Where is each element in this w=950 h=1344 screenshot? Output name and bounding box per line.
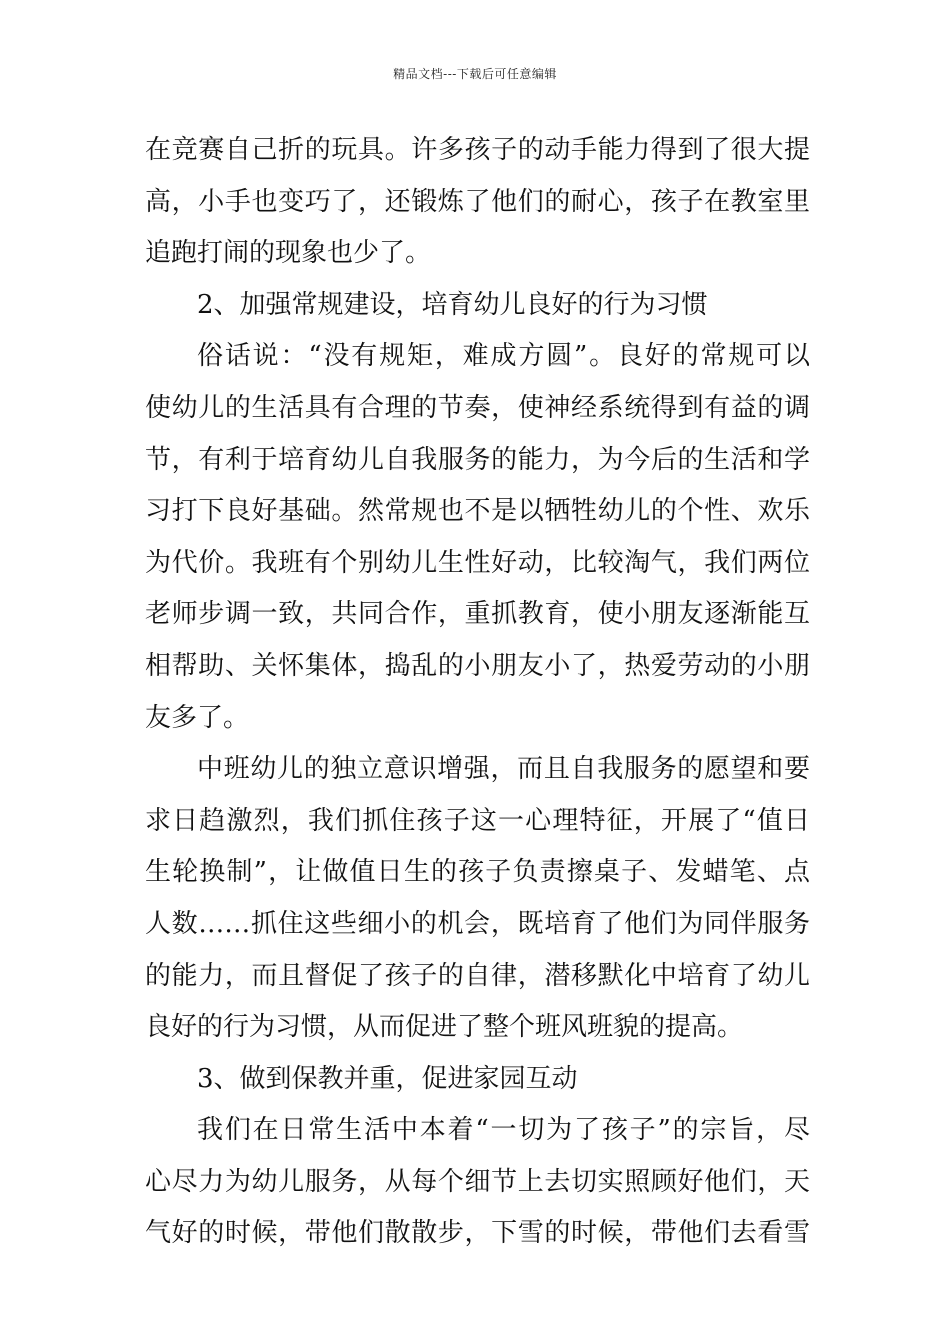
- text-line: 老师步调一致，共同合作，重抓教育，使小朋友逐渐能互: [145, 599, 810, 630]
- text-line: 高，小手也变巧了，还锻炼了他们的耐心，孩子在教室里: [145, 186, 810, 217]
- text-line: 良好的行为习惯，从而促进了整个班风班貌的提高。: [145, 1012, 744, 1043]
- text-line: 俗话说：“没有规矩，难成方圆”。良好的常规可以: [197, 341, 810, 372]
- text-line: 生轮换制”，让做值日生的孩子负责擦桌子、发蜡笔、点: [145, 857, 810, 888]
- text-line: 相帮助、关怀集体，捣乱的小朋友小了，热爱劳动的小朋: [145, 650, 810, 681]
- text-line: 友多了。: [145, 702, 250, 733]
- text-line: 我们在日常生活中本着“一切为了孩子”的宗旨，尽: [197, 1115, 810, 1146]
- text-line: 心尽力为幼儿服务，从每个细节上去切实照顾好他们，天: [145, 1166, 810, 1197]
- text-line: 为代价。我班有个别幼儿生性好动，比较淘气，我们两位: [145, 547, 810, 578]
- section-heading: 3、做到保教并重，促进家园互动: [197, 1063, 578, 1094]
- text-line: 人数……抓住这些细小的机会，既培育了他们为同伴服务: [145, 908, 810, 939]
- text-line: 求日趋激烈，我们抓住孩子这一心理特征，开展了“值日: [145, 805, 810, 836]
- section-heading: 2、加强常规建设，培育幼儿良好的行为习惯: [197, 289, 708, 320]
- text-line: 节，有利于培育幼儿自我服务的能力，为今后的生活和学: [145, 444, 810, 475]
- page-header: 精品文档---下载后可任意编辑: [393, 67, 557, 81]
- text-line: 中班幼儿的独立意识增强，而且自我服务的愿望和要: [197, 754, 810, 785]
- text-line: 气好的时候，带他们散散步，下雪的时候，带他们去看雪: [145, 1218, 810, 1249]
- text-line: 在竞赛自己折的玩具。许多孩子的动手能力得到了很大提: [145, 135, 810, 165]
- text-line: 使幼儿的生活具有合理的节奏，使神经系统得到有益的调: [145, 392, 810, 423]
- text-line: 的能力，而且督促了孩子的自律，潜移默化中培育了幼儿: [145, 960, 810, 991]
- document-body: [145, 125, 810, 1260]
- text-line: 习打下良好基础。然常规也不是以牺牲幼儿的个性、欢乐: [145, 496, 810, 527]
- text-line: 追跑打闹的现象也少了。: [145, 238, 432, 269]
